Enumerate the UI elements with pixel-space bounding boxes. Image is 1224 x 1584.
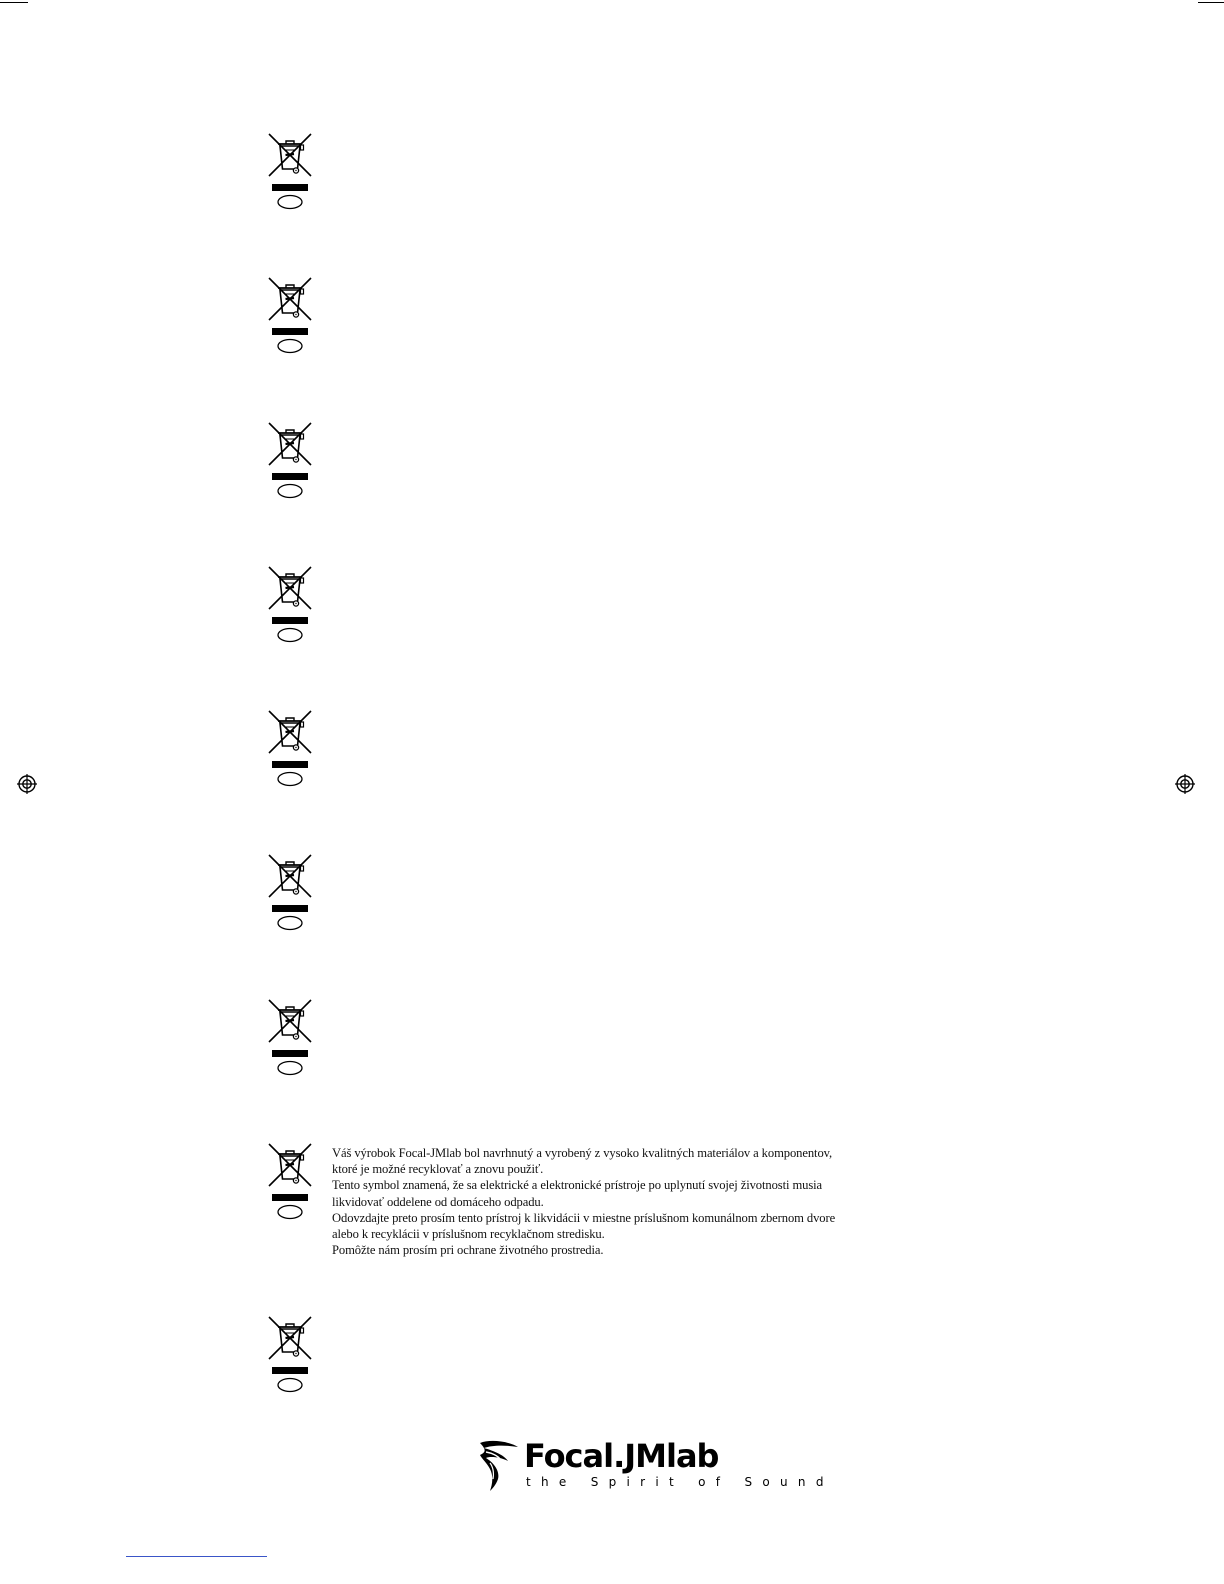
weee-notice-line: ktoré je možné recyklovať a znovu použiť. (332, 1162, 544, 1177)
weee-notice-line: Tento symbol znamená, že sa elektrické a elektronické prístroje po uplynutí svojej životnosti musia (332, 1178, 823, 1193)
weee-notice-slovak (332, 1145, 892, 1258)
crop-mark-top-right (1198, 2, 1224, 3)
crossed-out-wheeled-bin-icon (266, 998, 314, 1084)
crossed-out-wheeled-bin-icon (266, 276, 314, 362)
footer-link-underline[interactable] (126, 1556, 267, 1557)
weee-notice-line: Váš výrobok Focal-JMlab bol navrhnutý a vyrobený z vysoko kvalitných materiálov a komponentov, (332, 1146, 833, 1160)
weee-notice-line: Pomôžte nám prosím pri ochrane životného prostredia. (332, 1243, 604, 1258)
crop-mark-top-left (0, 2, 28, 3)
focal-swirl-icon (478, 1439, 522, 1493)
crossed-out-wheeled-bin-icon (266, 565, 314, 651)
focal-jmlab-logo (478, 1437, 834, 1497)
registration-crosshair-icon (1175, 774, 1195, 794)
weee-notice-line: Odovzdajte preto prosím tento prístroj k likvidácii v miestne príslušnom komunálnom zbernom dvore (332, 1210, 836, 1225)
weee-notice-line: alebo k recyklácii v príslušnom recyklačnom stredisku. (332, 1227, 605, 1242)
crossed-out-wheeled-bin-icon (266, 421, 314, 507)
crossed-out-wheeled-bin-icon (266, 853, 314, 939)
crossed-out-wheeled-bin-icon (266, 1315, 314, 1401)
crossed-out-wheeled-bin-icon (266, 709, 314, 795)
weee-notice-line: likvidovať oddelene od domáceho odpadu. (332, 1194, 544, 1209)
registration-crosshair-icon (17, 774, 37, 794)
logo-tagline: the Spirit of Sound (526, 1475, 834, 1489)
crossed-out-wheeled-bin-icon (266, 1142, 314, 1228)
logo-wordmark: Focal.JMlab (524, 1437, 719, 1475)
crossed-out-wheeled-bin-icon (266, 132, 314, 218)
